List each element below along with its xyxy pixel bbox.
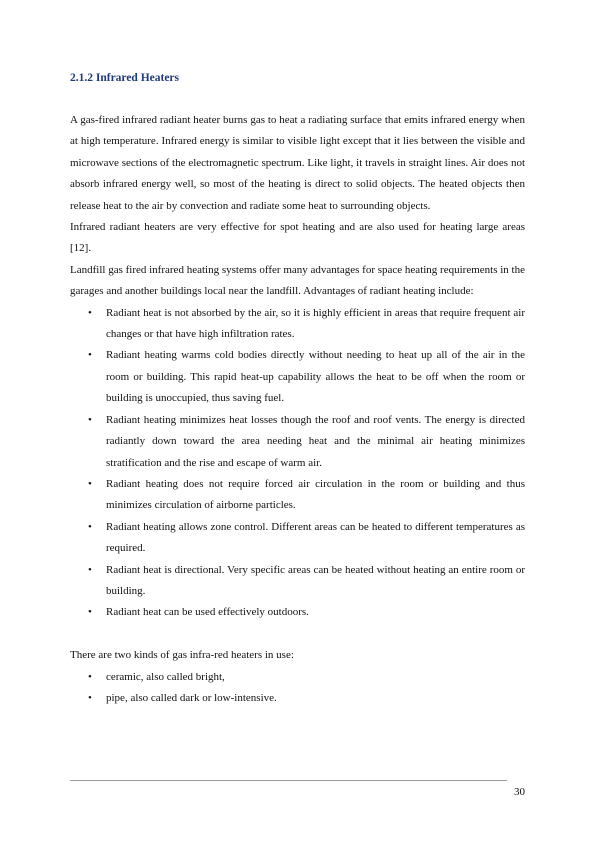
list-item-text: Radiant heat can be used effectively outdoors. <box>106 606 309 619</box>
list-item <box>70 474 525 517</box>
list-item <box>70 688 525 709</box>
advantages-list <box>70 303 525 624</box>
list-item-text: Radiant heat is directional. Very specific areas can be heated without heating an entire room or building. <box>106 563 525 597</box>
bullet-icon: • <box>88 670 92 683</box>
list-item-text: Radiant heating allows zone control. Different areas can be heated to different temperatures as required. <box>106 520 525 555</box>
paragraph: There are two kinds of gas infra-red heaters in use: <box>70 649 294 662</box>
paragraph-spacer <box>70 624 525 645</box>
list-item <box>70 602 525 623</box>
list-item-text: ceramic, also called bright, <box>106 670 225 683</box>
list-item <box>70 410 525 474</box>
paragraph: A gas-fired infrared radiant heater burns gas to heat a radiating surface that emits infrared energy when at high temperature. Infrared energy is similar to visible light except that it lies between the visible and microwave sections of the electromagnetic spectrum. Like light, it travels in straight lines. Air does not absorb infrared energy well, so most of the heating is direct to solid objects. The heated objects then release heat to the air by convection and radiate some heat to surrounding objects. <box>70 114 525 212</box>
bullet-icon: • <box>88 691 92 704</box>
page-number: 30 <box>514 786 525 798</box>
list-item <box>70 667 525 688</box>
footer-divider <box>70 780 507 781</box>
list-item <box>70 345 525 409</box>
list-item-text: Radiant heating warms cold bodies directly without needing to heat up all of the air in the room or building. This rapid heat-up capability allows the heat to be off when the room or building is unoccupied, thus saving fuel. <box>106 349 525 405</box>
bullet-icon: • <box>88 606 92 619</box>
bullet-icon: • <box>88 477 92 490</box>
list-item <box>70 303 525 346</box>
kinds-list <box>70 667 525 710</box>
paragraph: Infrared radiant heaters are very effective for spot heating and are also used for heating large areas [12]. <box>70 221 525 255</box>
bullet-icon: • <box>88 349 92 362</box>
bullet-icon: • <box>88 520 92 533</box>
list-item-text: Radiant heating does not require forced air circulation in the room or building and thus minimizes circulation of airborne particles. <box>106 477 525 512</box>
list-item <box>70 517 525 560</box>
list-item-text: Radiant heating minimizes heat losses though the roof and roof vents. The energy is directed radiantly down toward the area needing heat and the minimal air heating minimizes stratification and the rise and escape of warm air. <box>106 413 525 469</box>
body-text <box>70 110 525 709</box>
list-item-text: pipe, also called dark or low-intensive. <box>106 691 277 704</box>
bullet-icon: • <box>88 563 92 576</box>
list-item-text: Radiant heat is not absorbed by the air, so it is highly efficient in areas that require frequent air changes or that have high infiltration rates. <box>106 306 525 341</box>
paragraph: Landfill gas fired infrared heating systems offer many advantages for space heating requirements in the garages and another buildings local near the landfill. Advantages of radiant heating include: <box>70 263 525 298</box>
section-heading: 2.1.2 Infrared Heaters <box>70 72 180 84</box>
list-item <box>70 560 525 603</box>
bullet-icon: • <box>88 306 92 319</box>
bullet-icon: • <box>88 413 92 426</box>
